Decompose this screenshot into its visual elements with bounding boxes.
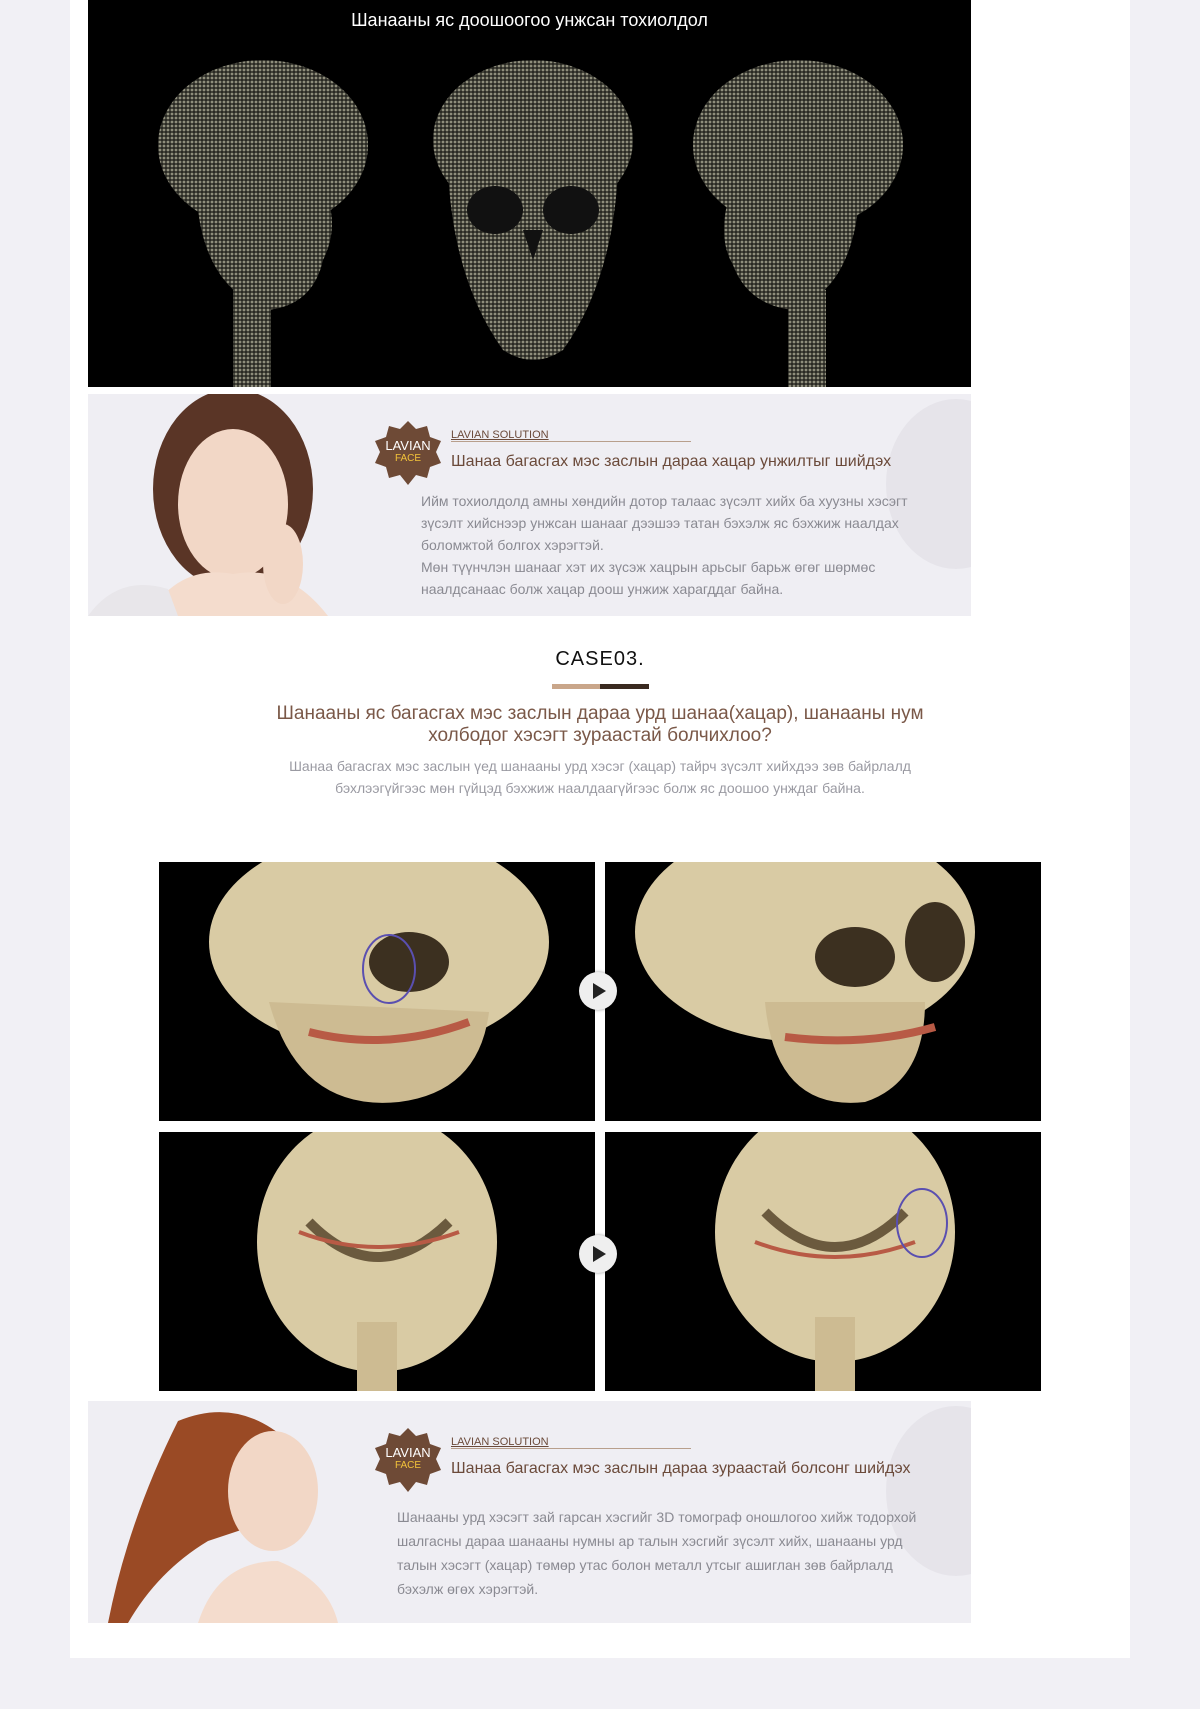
solution-body: Шанааны урд хэсэгт зай гарсан хэсгийг 3D томограф оношлогоо хийж тодорхой шалгасны дараа шанааны нумны ар талын хэсгийг зүсэлт хийх, шанааны урд талын хэсэгт (хацар) төмөр утас болон металл утсыг ашиглан зөв байрлалд бэхэлж өгөх хэрэгтэй. <box>397 1509 917 1597</box>
case-label: CASE03. <box>555 648 645 670</box>
case-underline <box>552 684 649 689</box>
lavian-solution-1 <box>88 394 971 616</box>
solution-body: Ийм тохиолдолд амны хөндийн дотор талаас зүсэлт хийх ба хуузны хэсэгт зүсэлт хийснээр унжсан шанааг дээшээ татан бэхэлж яс бэхжиж наалдах боломжтой болгох хэрэгтэй. Мөн түүнчлэн шанааг хэт их зүсэж хацрын арьсыг барьж өгөг шөрмөс наалдсанаас болж хацар доош унжиж харагддаг байна. <box>421 493 908 597</box>
ct-after-side-image <box>605 862 1041 1121</box>
ct-before-bottom-image <box>159 1132 595 1391</box>
solution-divider <box>451 441 691 442</box>
lavian-face-badge <box>373 1426 443 1496</box>
solution-kicker: LAVIAN SOLUTION <box>451 429 549 441</box>
skull-front-image <box>413 60 653 387</box>
ct-before-side-image <box>159 862 595 1121</box>
solution-title: Шанаа багасгах мэс заслын дараа хацар унжилтыг шийдэх <box>451 453 892 470</box>
solution-title: Шанаа багасгах мэс заслын дараа зураастай болсонг шийдэх <box>451 1460 911 1477</box>
lavian-solution-2 <box>88 1401 971 1623</box>
skull-side-right-image <box>688 60 918 387</box>
case-description: Шанаа багасгах мэс заслын үед шанааны урд хэсэг (хацар) тайрч зүсэлт хийхдээ зөв байрлалд бэхлээгүйгээс мөн гүйцэд бэхжиж наалдаагүйгээс болж яс доошоо унждаг байна. <box>289 758 911 796</box>
badge-face-text: FACE <box>394 453 422 464</box>
skull-xray-banner <box>88 0 971 387</box>
badge-face-text: FACE <box>394 1460 422 1471</box>
solution-kicker: LAVIAN SOLUTION <box>451 1436 549 1448</box>
compare-arrow-button[interactable] <box>579 1235 617 1273</box>
badge-lavian-text: LAVIAN <box>385 1445 431 1460</box>
badge-lavian-text: LAVIAN <box>385 438 431 453</box>
solution-divider <box>451 1448 691 1449</box>
case-question: Шанааны яс багасгах мэс заслын дараа урд шанаа(хацар), шанааны нум холбодог хэсэгт зураастай болчихлоо? <box>276 703 924 746</box>
lavian-face-badge <box>373 419 443 489</box>
model-portrait-front <box>88 394 378 616</box>
model-portrait-profile <box>88 1401 378 1623</box>
banner-caption: Шанааны яс доошоогоо унжсан тохиолдол <box>351 10 708 30</box>
compare-arrow-button[interactable] <box>579 972 617 1010</box>
skull-side-left-image <box>138 60 368 387</box>
ct-after-bottom-image <box>605 1132 1041 1391</box>
